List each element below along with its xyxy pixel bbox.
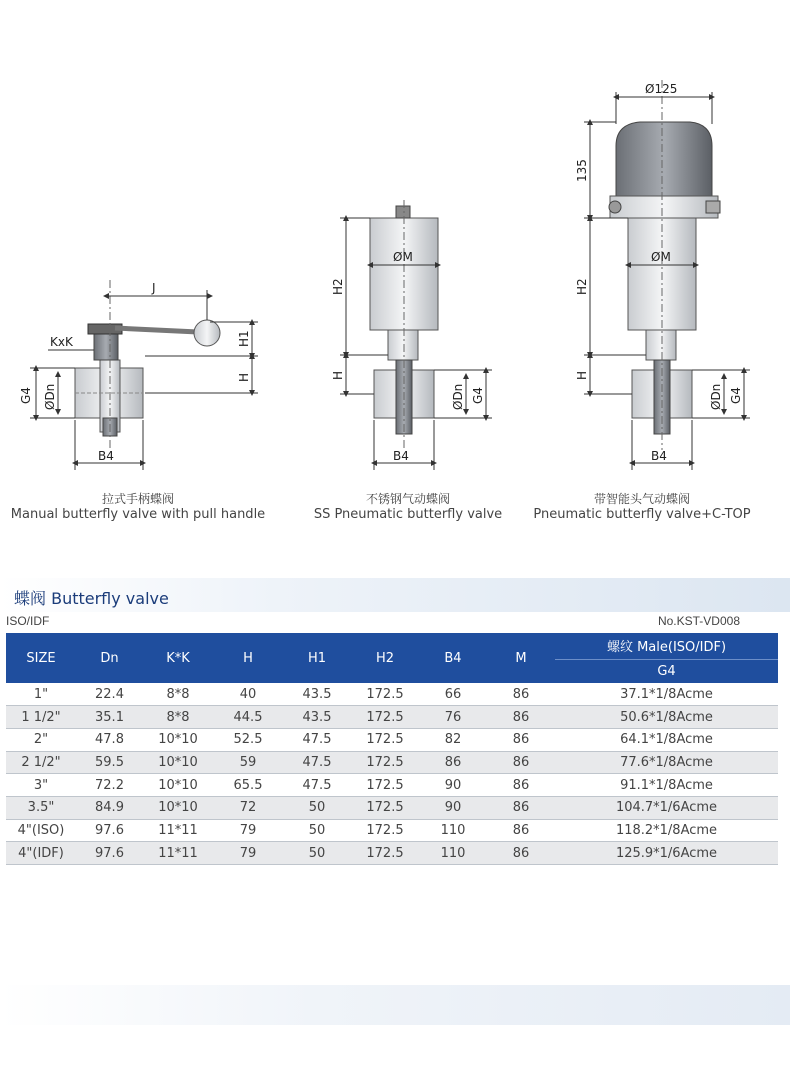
cell-h: 79 [213, 819, 283, 842]
cell-dn: 22.4 [76, 683, 143, 706]
cell-b4: 76 [419, 706, 487, 729]
cell-h1: 50 [283, 796, 351, 819]
pneumatic-valve-drawing [340, 200, 492, 470]
label-dn: ØDn [43, 383, 57, 410]
cell-h2: 172.5 [351, 706, 419, 729]
label-135: 135 [575, 159, 589, 182]
cell-m: 86 [487, 819, 555, 842]
cell-g4: 104.7*1/6Acme [555, 796, 778, 819]
label-dn: ØDn [709, 383, 723, 410]
spec-table [6, 633, 778, 865]
cell-h2: 172.5 [351, 751, 419, 774]
col-header-h2: H2 [351, 633, 419, 683]
cell-kxk: 10*10 [143, 728, 213, 751]
cell-size: 1 1/2" [6, 706, 76, 729]
caption-en: Pneumatic butterfly valve+C-TOP [533, 507, 751, 522]
cell-g4: 118.2*1/8Acme [555, 819, 778, 842]
cell-h1: 50 [283, 842, 351, 865]
label-b4: B4 [651, 449, 667, 463]
label-h2: H2 [331, 278, 345, 295]
label-m: ØM [393, 250, 413, 264]
cell-size: 3.5" [6, 796, 76, 819]
cell-b4: 82 [419, 728, 487, 751]
cell-dn: 47.8 [76, 728, 143, 751]
cell-h: 59 [213, 751, 283, 774]
table-row [6, 728, 778, 751]
cell-b4: 66 [419, 683, 487, 706]
table-row [6, 751, 778, 774]
caption-ctop [530, 491, 754, 523]
cell-h2: 172.5 [351, 683, 419, 706]
caption-en: SS Pneumatic butterfly valve [313, 507, 503, 522]
ctop-head [616, 122, 712, 198]
cell-h2: 172.5 [351, 774, 419, 797]
cell-h: 40 [213, 683, 283, 706]
cell-h1: 47.5 [283, 774, 351, 797]
col-header-size: SIZE [6, 633, 76, 683]
cell-dn: 97.6 [76, 819, 143, 842]
cell-h2: 172.5 [351, 819, 419, 842]
cell-m: 86 [487, 774, 555, 797]
standard-label: ISO/IDF [6, 614, 50, 628]
label-d125: Ø125 [645, 82, 678, 96]
caption-cn: 带智能头气动蝶阀 [593, 492, 690, 506]
label-j: J [152, 281, 156, 295]
cell-m: 86 [487, 751, 555, 774]
cell-h1: 50 [283, 819, 351, 842]
label-kxk: KxK [50, 335, 73, 349]
cell-size: 3" [6, 774, 76, 797]
cell-h2: 172.5 [351, 842, 419, 865]
cell-m: 86 [487, 728, 555, 751]
col-header-h: H [213, 633, 283, 683]
cell-g4: 37.1*1/8Acme [555, 683, 778, 706]
cell-g4: 50.6*1/8Acme [555, 706, 778, 729]
cell-kxk: 11*11 [143, 842, 213, 865]
caption-manual [0, 491, 276, 523]
caption-cn: 拉式手柄蝶阀 [101, 492, 174, 506]
cell-size: 2" [6, 728, 76, 751]
table-row [6, 819, 778, 842]
col-header-g4: G4 [555, 659, 778, 683]
cell-g4: 125.9*1/6Acme [555, 842, 778, 865]
manual-valve-drawing [30, 280, 258, 470]
label-g4: G4 [471, 387, 485, 404]
cell-dn: 59.5 [76, 751, 143, 774]
cell-dn: 97.6 [76, 842, 143, 865]
col-header-m: M [487, 633, 555, 683]
cell-h2: 172.5 [351, 728, 419, 751]
cell-m: 86 [487, 842, 555, 865]
table-row [6, 683, 778, 706]
label-h: H [237, 372, 251, 382]
cell-size: 4"(IDF) [6, 842, 76, 865]
cell-kxk: 8*8 [143, 706, 213, 729]
col-header-b4: B4 [419, 633, 487, 683]
col-header-h1: H1 [283, 633, 351, 683]
cell-h1: 43.5 [283, 706, 351, 729]
cell-kxk: 10*10 [143, 751, 213, 774]
cell-m: 86 [487, 796, 555, 819]
table-row [6, 706, 778, 729]
cell-g4: 64.1*1/8Acme [555, 728, 778, 751]
label-g4: G4 [19, 387, 33, 404]
label-h: H [331, 370, 345, 380]
label-m: ØM [651, 250, 671, 264]
cell-g4: 91.1*1/8Acme [555, 774, 778, 797]
cell-kxk: 11*11 [143, 819, 213, 842]
cell-h2: 172.5 [351, 796, 419, 819]
cell-b4: 90 [419, 774, 487, 797]
label-h1: H1 [237, 330, 251, 347]
cell-h1: 47.5 [283, 728, 351, 751]
cell-b4: 110 [419, 842, 487, 865]
header-row [6, 633, 778, 659]
cell-h1: 43.5 [283, 683, 351, 706]
cell-m: 86 [487, 706, 555, 729]
cell-dn: 35.1 [76, 706, 143, 729]
cell-m: 86 [487, 683, 555, 706]
caption-cn: 不锈钢气动蝶阀 [365, 492, 450, 506]
label-h2: H2 [575, 278, 589, 295]
cell-dn: 72.2 [76, 774, 143, 797]
label-b4: B4 [393, 449, 409, 463]
label-b4: B4 [98, 449, 114, 463]
caption-en: Manual butterfly valve with pull handle [10, 507, 266, 522]
cell-g4: 77.6*1/8Acme [555, 751, 778, 774]
table-row [6, 774, 778, 797]
cell-b4: 86 [419, 751, 487, 774]
label-dn: ØDn [451, 383, 465, 410]
cell-size: 1" [6, 683, 76, 706]
cell-h: 79 [213, 842, 283, 865]
document-number: No.KST-VD008 [657, 614, 740, 628]
footer-band [0, 985, 790, 1025]
cell-kxk: 10*10 [143, 796, 213, 819]
cell-h1: 47.5 [283, 751, 351, 774]
cell-dn: 84.9 [76, 796, 143, 819]
ctop-valve-drawing [584, 80, 750, 470]
caption-pneumatic [296, 491, 520, 523]
cell-h: 52.5 [213, 728, 283, 751]
table-row [6, 796, 778, 819]
col-header-thread: 螺纹 Male(ISO/IDF) [555, 633, 778, 659]
label-h: H [575, 370, 589, 380]
col-header-dn: Dn [76, 633, 143, 683]
label-g4: G4 [729, 387, 743, 404]
cell-h: 72 [213, 796, 283, 819]
cell-kxk: 10*10 [143, 774, 213, 797]
section-title: 蝶阀 Butterfly valve [14, 589, 169, 608]
cell-b4: 110 [419, 819, 487, 842]
cell-size: 2 1/2" [6, 751, 76, 774]
cell-h: 44.5 [213, 706, 283, 729]
table-row [6, 842, 778, 865]
col-header-kxk: K*K [143, 633, 213, 683]
cell-kxk: 8*8 [143, 683, 213, 706]
table-body [6, 683, 778, 865]
cell-h: 65.5 [213, 774, 283, 797]
cell-b4: 90 [419, 796, 487, 819]
cell-size: 4"(ISO) [6, 819, 76, 842]
